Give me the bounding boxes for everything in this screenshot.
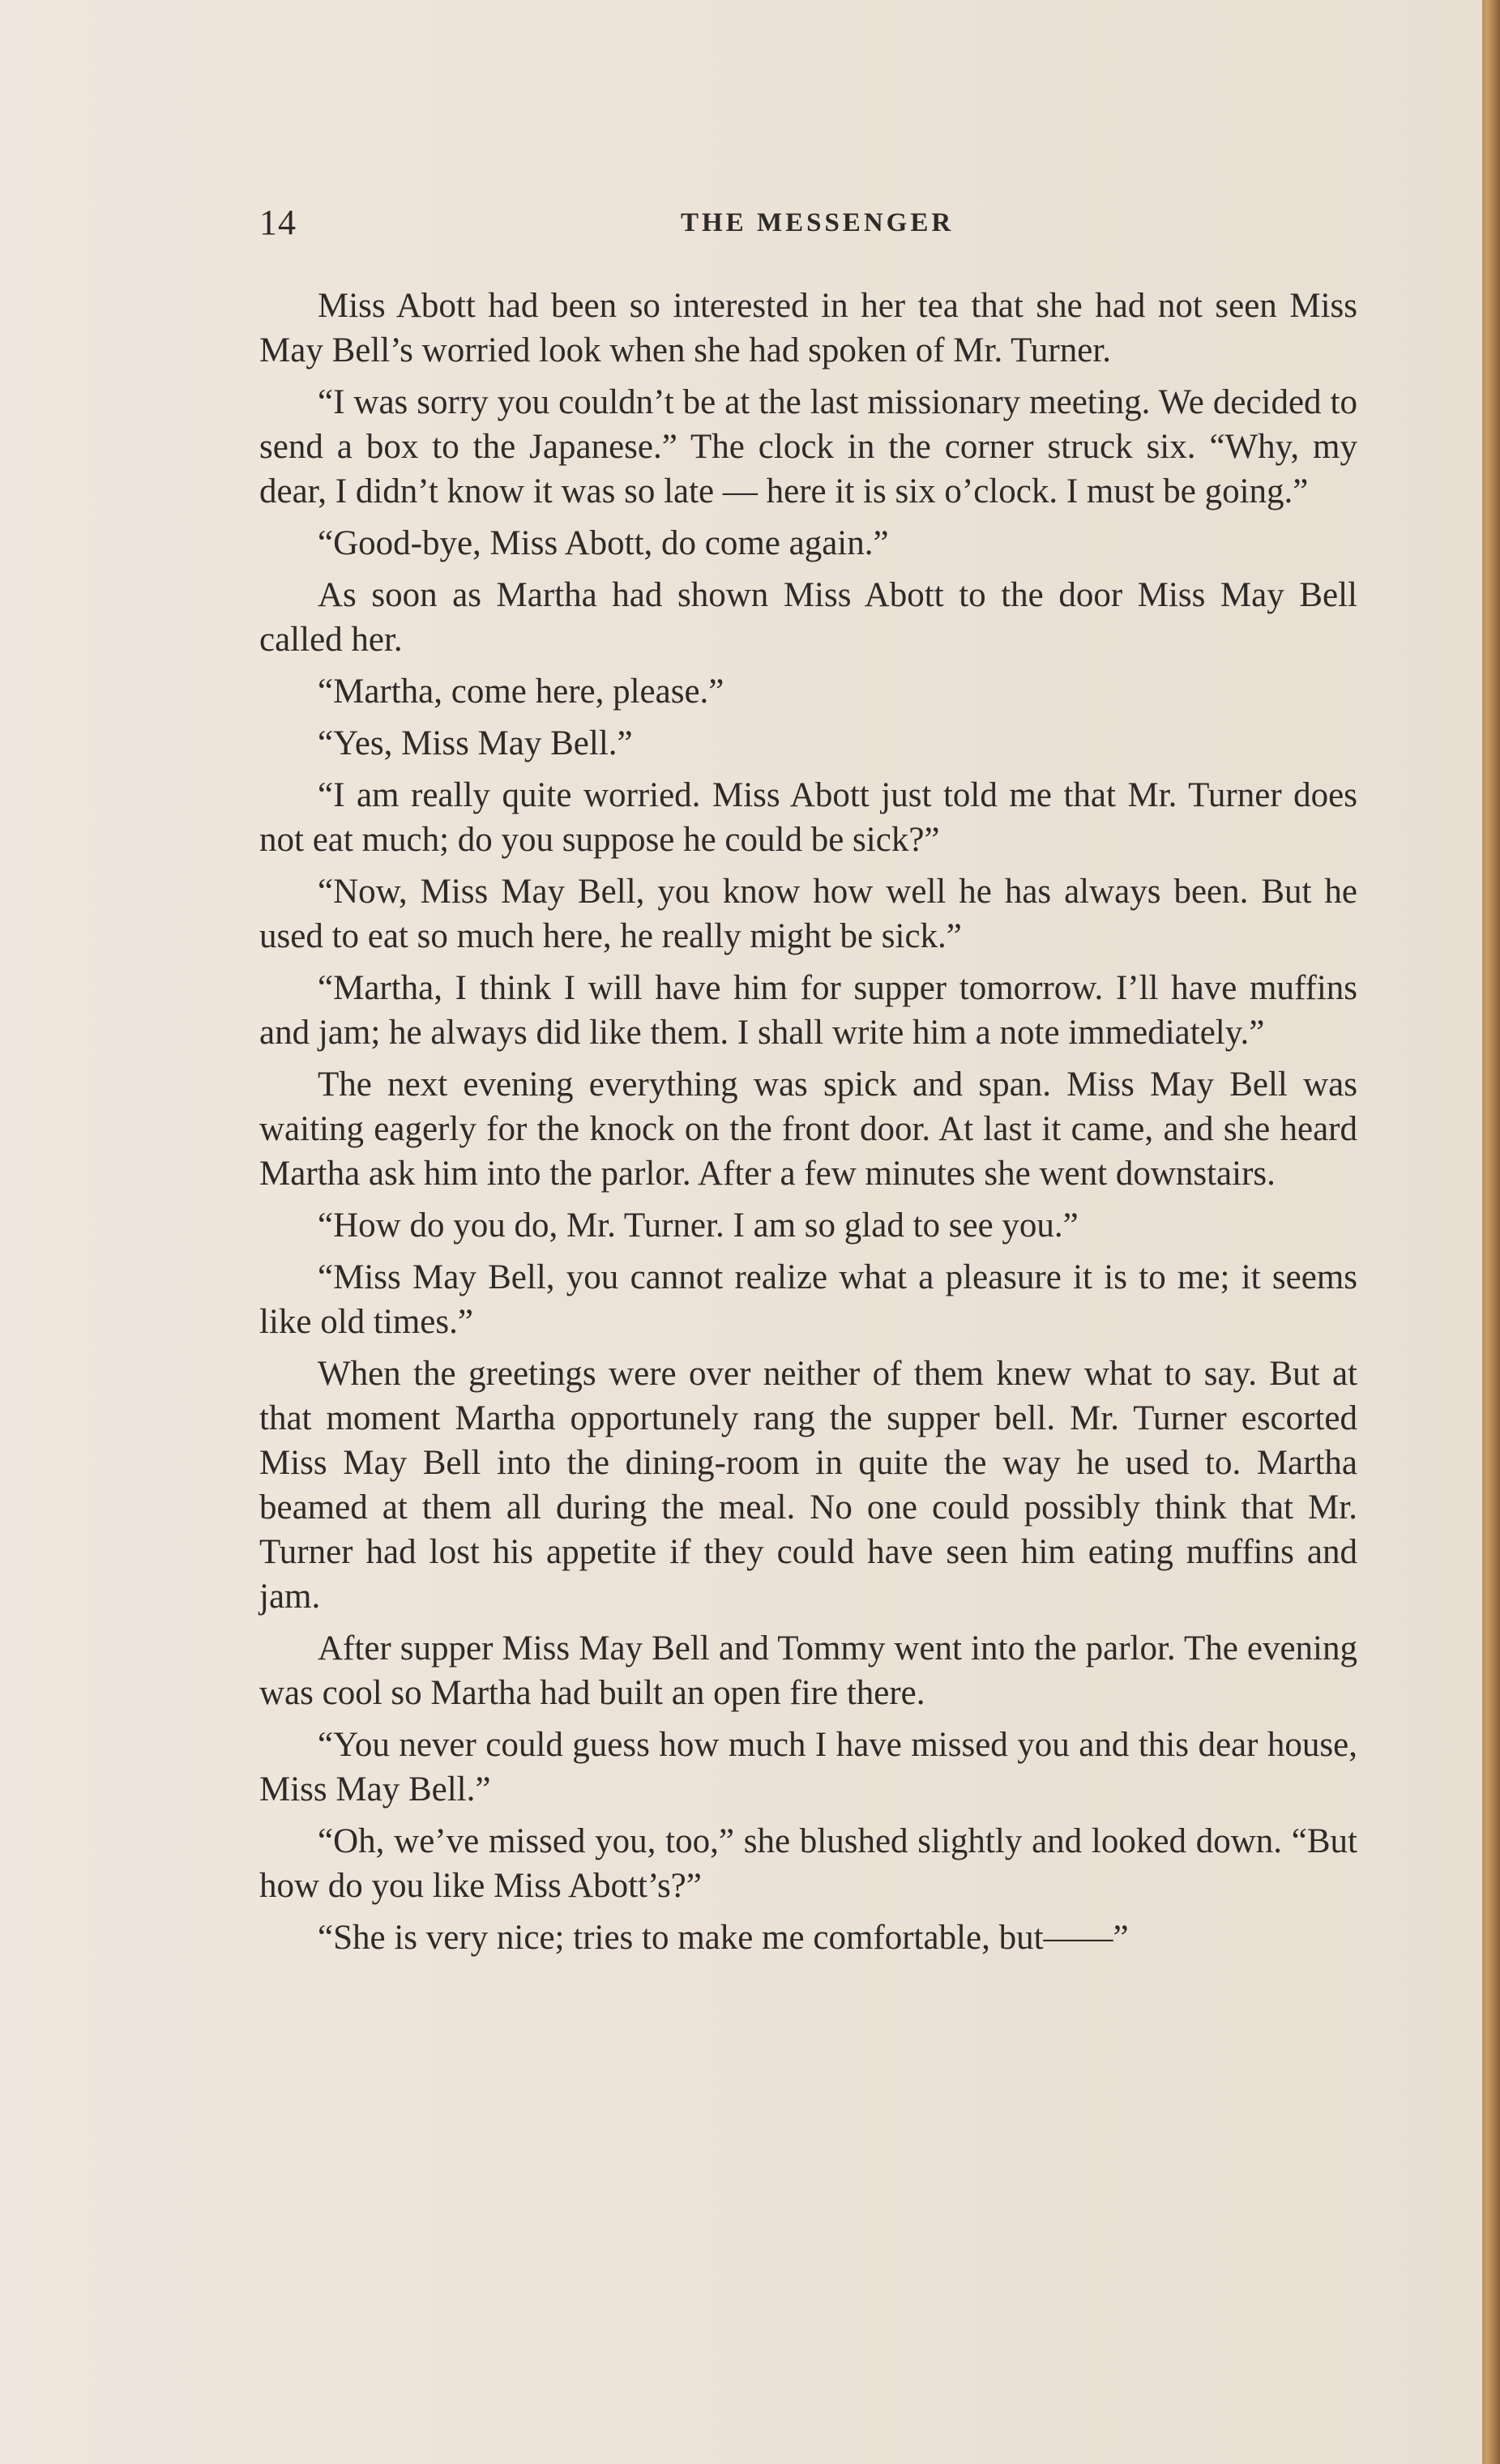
- page-edge: [1482, 0, 1500, 2464]
- paragraph-12: “Miss May Bell, you cannot realize what a pleasure it is to me; it seems like old times.”: [259, 1258, 1357, 1341]
- paragraph-4: As soon as Martha had shown Miss Abott to the door Miss May Bell called her.: [259, 576, 1357, 659]
- paragraph-6: “Yes, Miss May Bell.”: [318, 724, 633, 762]
- paragraph-1: Miss Abott had been so interested in her tea that she had not seen Miss May Bell’s worried look when she had spoken of Mr. Turner.: [259, 287, 1357, 369]
- paragraph-17: “She is very nice; tries to make me comfortable, but——”: [318, 1919, 1129, 1957]
- paragraph-13: When the greetings were over neither of them knew what to say. But at that moment Martha opportunely rang the supper bell. Mr. Turner escorted Miss May Bell into the dining-room in quite the way he used to. Martha beamed at them all during the meal. No one could possibly think that Mr. Turner had lost his appetite if they could have seen him eating muffins and jam.: [259, 1355, 1357, 1616]
- paragraph-5: “Martha, come here, please.”: [318, 673, 724, 711]
- paragraph-8: “Now, Miss May Bell, you know how well he has always been. But he used to eat so much here, he really might be sick.”: [259, 873, 1357, 955]
- page-header: [259, 199, 1357, 247]
- paragraph-2: “I was sorry you couldn’t be at the last missionary meeting. We decided to send a box to the Japanese.” The clock in the corner struck six. “Why, my dear, I didn’t know it was so late — here it is six o’clock. I must be going.”: [259, 383, 1357, 510]
- paragraph-3: “Good-bye, Miss Abott, do come again.”: [318, 524, 889, 562]
- paragraph-14: After supper Miss May Bell and Tommy went into the parlor. The evening was cool so Martha had built an open fire there.: [259, 1629, 1357, 1712]
- running-title: THE MESSENGER: [681, 208, 955, 237]
- paragraph-15: “You never could guess how much I have missed you and this dear house, Miss May Bell.”: [259, 1726, 1357, 1808]
- page-body: [259, 284, 1357, 1967]
- paragraph-9: “Martha, I think I will have him for supper tomorrow. I’ll have muffins and jam; he always did like them. I shall write him a note immediately.”: [259, 969, 1357, 1052]
- paragraph-10: The next evening everything was spick and span. Miss May Bell was waiting eagerly for the knock on the front door. At last it came, and she heard Martha ask him into the parlor. After a few minutes she went downstairs.: [259, 1065, 1357, 1193]
- page-number: 14: [259, 203, 297, 242]
- paragraph-11: “How do you do, Mr. Turner. I am so glad to see you.”: [318, 1206, 1079, 1245]
- paragraph-16: “Oh, we’ve missed you, too,” she blushed slightly and looked down. “But how do you like Miss Abott’s?”: [259, 1822, 1357, 1905]
- paragraph-7: “I am really quite worried. Miss Abott just told me that Mr. Turner does not eat much; do you suppose he could be sick?”: [259, 776, 1357, 859]
